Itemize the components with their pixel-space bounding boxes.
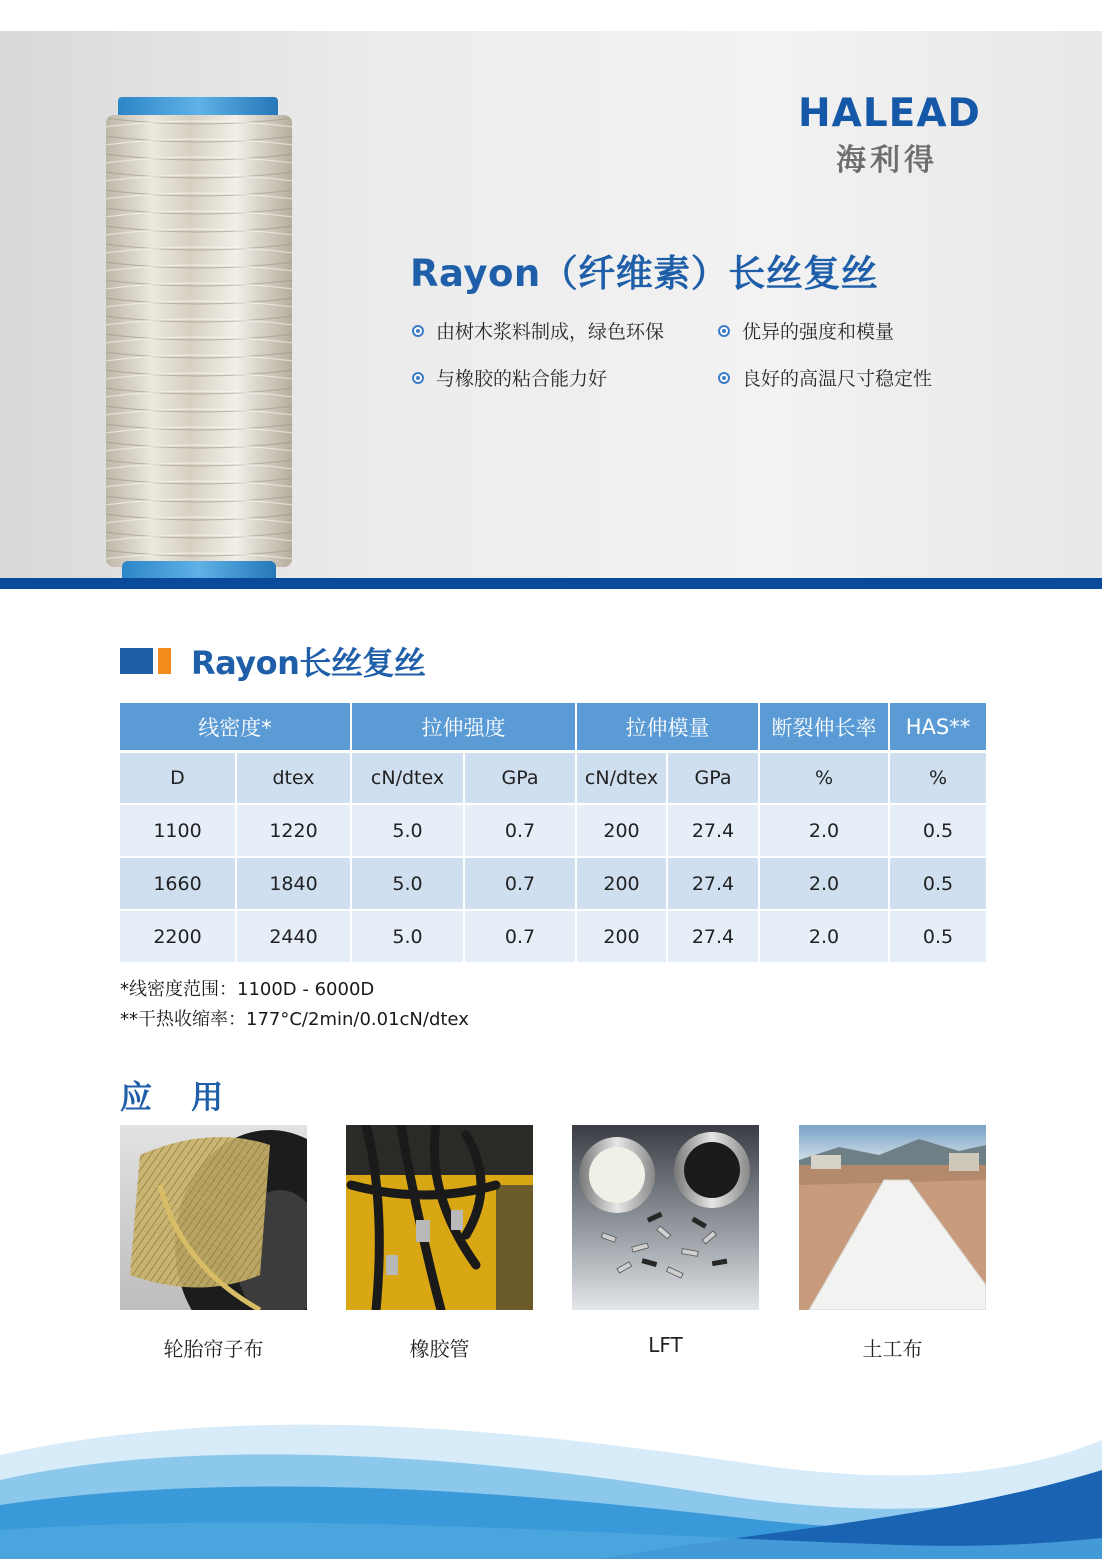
unit-cell: % <box>890 753 986 805</box>
table-cell: 0.5 <box>890 858 986 911</box>
table-cell: 1660 <box>120 858 237 911</box>
table-cell: 1840 <box>237 858 352 911</box>
feature-item: 良好的高温尺寸稳定性 <box>718 364 932 391</box>
header-tensile-modulus: 拉伸模量 <box>577 703 760 753</box>
table-cell: 200 <box>577 805 668 858</box>
table-cell: 0.7 <box>465 805 577 858</box>
header-tensile-strength: 拉伸强度 <box>352 703 577 753</box>
table-cell: 27.4 <box>668 911 760 964</box>
application-caption: 橡胶管 <box>409 1337 470 1361</box>
section-title: Rayon长丝复丝 <box>191 644 426 682</box>
feature-item: 与橡胶的粘合能力好 <box>412 364 607 391</box>
table-cell: 2.0 <box>760 911 890 964</box>
unit-cell: dtex <box>237 753 352 805</box>
table-cell: 200 <box>577 858 668 911</box>
table-cell: 27.4 <box>668 858 760 911</box>
bullet-icon <box>412 325 424 337</box>
application-card <box>799 1125 986 1361</box>
bullet-icon <box>718 372 730 384</box>
unit-cell: GPa <box>668 753 760 805</box>
product-title: Rayon（纤维素）长丝复丝 <box>410 252 879 295</box>
table-cell: 0.7 <box>465 911 577 964</box>
unit-cell: D <box>120 753 237 805</box>
lft-pellets-image <box>572 1125 759 1310</box>
header-elongation: 断裂伸长率 <box>760 703 890 753</box>
logo-text-cn: 海利得 <box>836 143 938 178</box>
note-linear-density: *线密度范围：1100D - 6000D <box>120 979 375 1000</box>
application-caption: 轮胎帘子布 <box>163 1337 264 1361</box>
geotextile-image <box>799 1125 986 1310</box>
table-cell: 2200 <box>120 911 237 964</box>
table-cell: 0.5 <box>890 805 986 858</box>
spec-table <box>120 703 986 964</box>
table-row <box>120 858 986 911</box>
footer-wave-decoration <box>0 1410 1102 1559</box>
table-notes <box>120 975 469 1035</box>
feature-item: 优异的强度和模量 <box>718 317 894 344</box>
table-cell: 5.0 <box>352 858 465 911</box>
applications-title: 应 用 <box>120 1078 238 1116</box>
table-cell: 1100 <box>120 805 237 858</box>
application-caption: 土工布 <box>862 1337 923 1361</box>
table-cell: 27.4 <box>668 805 760 858</box>
title-marker-orange <box>158 648 171 674</box>
yarn-spool-image <box>104 97 294 578</box>
table-cell: 0.5 <box>890 911 986 964</box>
application-caption: LFT <box>648 1333 683 1357</box>
header-linear-density: 线密度* <box>120 703 352 753</box>
section-heading <box>120 638 425 684</box>
application-card <box>346 1125 533 1361</box>
table-unit-header <box>120 753 986 805</box>
application-card <box>120 1125 307 1361</box>
header-has: HAS** <box>890 703 986 753</box>
table-cell: 5.0 <box>352 911 465 964</box>
table-cell: 2440 <box>237 911 352 964</box>
table-row <box>120 911 986 964</box>
hero-banner <box>0 31 1102 578</box>
feature-list <box>412 317 972 417</box>
title-marker-blue <box>120 648 153 674</box>
table-cell: 5.0 <box>352 805 465 858</box>
unit-cell: cN/dtex <box>352 753 465 805</box>
table-cell: 2.0 <box>760 858 890 911</box>
table-cell: 2.0 <box>760 805 890 858</box>
unit-cell: GPa <box>465 753 577 805</box>
rubber-hose-image <box>346 1125 533 1310</box>
tire-cord-image <box>120 1125 307 1310</box>
hero-divider-band <box>0 578 1102 589</box>
unit-cell: % <box>760 753 890 805</box>
bullet-icon <box>412 372 424 384</box>
bullet-icon <box>718 325 730 337</box>
note-shrinkage: **干热收缩率：177°C/2min/0.01cN/dtex <box>120 1009 469 1030</box>
table-cell: 0.7 <box>465 858 577 911</box>
logo-text-en: HALEAD <box>798 91 981 136</box>
table-cell: 200 <box>577 911 668 964</box>
unit-cell: cN/dtex <box>577 753 668 805</box>
feature-item: 由树木浆料制成，绿色环保 <box>412 317 664 344</box>
halead-logo <box>798 91 1014 178</box>
table-row <box>120 805 986 858</box>
table-cell: 1220 <box>237 805 352 858</box>
application-card <box>572 1125 759 1357</box>
table-group-header <box>120 703 986 753</box>
